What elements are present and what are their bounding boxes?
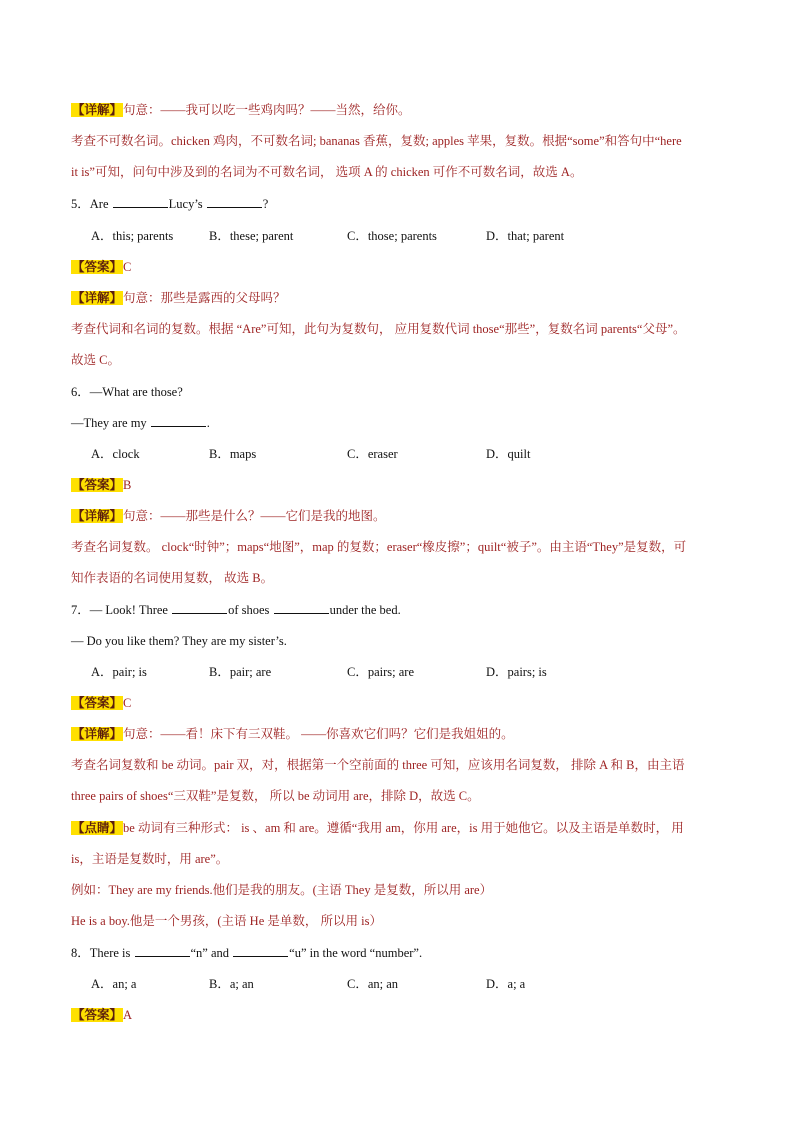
q6-stem-part: . bbox=[206, 416, 210, 430]
q6-answer-line bbox=[71, 476, 131, 494]
q6-explanation-2: 知作表语的名词使用复数， 故选 B。 bbox=[71, 571, 274, 585]
q6-option-b: B．maps bbox=[209, 447, 257, 461]
q5-detail-line bbox=[71, 289, 286, 307]
q5-stem-part: Are bbox=[89, 197, 109, 211]
tip-tag: 【点睛】 bbox=[72, 821, 123, 835]
q5-option-c: C．those; parents bbox=[347, 229, 437, 243]
q7-explanation-1: 考查名词复数和 be 动词。pair 双，对，根据第一个空前面的 three 可知，应该用名词复数， 排除 A 和 B，由主语 bbox=[71, 758, 685, 772]
answer-tag: 【答案】 bbox=[72, 1008, 123, 1022]
answer-tag: 【答案】 bbox=[72, 260, 123, 274]
q7-stem bbox=[71, 601, 401, 619]
q7-answer: C bbox=[123, 696, 132, 710]
q5-stem bbox=[71, 195, 268, 213]
q8-option-a: A．an; a bbox=[91, 977, 137, 991]
q7-tip-line bbox=[71, 819, 684, 837]
q8-number: 8． bbox=[71, 946, 90, 960]
q6-stem-part: —They are my bbox=[71, 416, 147, 430]
q6-stem-part: —What are those? bbox=[89, 385, 183, 399]
q7-option-b: B．pair; are bbox=[209, 665, 272, 679]
q4-explanation-1: 考查不可数名词。chicken 鸡肉，不可数名词; bananas 香蕉，复数; apples 苹果，复数。根据“some”和答句中“here bbox=[71, 134, 682, 148]
q5-blank-2 bbox=[207, 196, 262, 208]
q7-tip-text: be 动词有三种形式： is 、am 和 are。遵循“我用 am，你用 are，is 用于她他它。以及主语是单数时， 用 bbox=[123, 821, 684, 835]
q5-blank-1 bbox=[113, 196, 168, 208]
q8-blank-2 bbox=[233, 945, 288, 957]
q5-stem-part: Lucy’s bbox=[168, 197, 203, 211]
q8-blank-1 bbox=[135, 945, 190, 957]
q7-blank-1 bbox=[172, 602, 227, 614]
q5-option-d: D．that; parent bbox=[486, 229, 565, 243]
q6-explanation-1: 考查名词复数。 clock“时钟”；maps“地图”，map 的复数；eraser“橡皮擦”；quilt“被子”。由主语“They”是复数，可 bbox=[71, 540, 687, 554]
q7-answer-line bbox=[71, 694, 131, 712]
q7-stem-part: of shoes bbox=[228, 603, 270, 617]
q7-option-c: C．pairs; are bbox=[347, 665, 414, 679]
q6-option-a: A．clock bbox=[91, 447, 140, 461]
q6-detail-text: 句意：——那些是什么？——它们是我的地图。 bbox=[123, 509, 386, 523]
detail-tag: 【详解】 bbox=[72, 727, 123, 741]
q8-stem-part: “n” and bbox=[190, 946, 230, 960]
q8-stem-part: There is bbox=[89, 946, 131, 960]
q6-option-c: C．eraser bbox=[347, 447, 398, 461]
detail-tag: 【详解】 bbox=[72, 509, 123, 523]
q5-explanation-1: 考查代词和名词的复数。根据 “Are”可知，此句为复数句， 应用复数代词 those“那些”，复数名词 parents“父母”。 bbox=[71, 322, 686, 336]
q7-stem-part: under the bed. bbox=[329, 603, 401, 617]
q5-stem-part: ? bbox=[262, 197, 269, 211]
q7-option-a: A．pair; is bbox=[91, 665, 147, 679]
q6-answer: B bbox=[123, 478, 132, 492]
q7-stem-line-2: — Do you like them? They are my sister’s. bbox=[71, 634, 287, 648]
detail-tag: 【详解】 bbox=[72, 291, 123, 305]
q6-stem bbox=[71, 383, 183, 401]
q5-answer-line bbox=[71, 258, 131, 276]
q8-option-b: B．a; an bbox=[209, 977, 254, 991]
q5-option-a: A．this; parents bbox=[91, 229, 174, 243]
q7-stem-part: — Look! Three bbox=[89, 603, 168, 617]
q5-number: 5． bbox=[71, 197, 90, 211]
answer-tag: 【答案】 bbox=[72, 478, 123, 492]
q8-stem bbox=[71, 944, 422, 962]
q7-option-d: D．pairs; is bbox=[486, 665, 547, 679]
q7-number: 7． bbox=[71, 603, 90, 617]
detail-tag: 【详解】 bbox=[72, 103, 123, 117]
q7-explanation-2: three pairs of shoes“三双鞋”是复数， 所以 be 动词用 are，排除 D，故选 C。 bbox=[71, 789, 480, 803]
q5-detail-text: 句意：那些是露西的父母吗？ bbox=[123, 291, 286, 305]
q7-example-2: He is a boy.他是一个男孩，(主语 He 是单数， 所以用 is） bbox=[71, 914, 382, 928]
q6-detail-line bbox=[71, 507, 386, 525]
q5-answer: C bbox=[123, 260, 132, 274]
q6-blank bbox=[151, 415, 206, 427]
q6-number: 6． bbox=[71, 385, 90, 399]
q5-option-b: B．these; parent bbox=[209, 229, 294, 243]
q7-detail-text: 句意：——看！床下有三双鞋。 ——你喜欢它们吗？它们是我姐姐的。 bbox=[123, 727, 514, 741]
q8-option-c: C．an; an bbox=[347, 977, 399, 991]
q7-tip-text-2: is，主语是复数时，用 are”。 bbox=[71, 852, 229, 866]
q8-answer: A bbox=[123, 1008, 133, 1022]
answer-tag: 【答案】 bbox=[72, 696, 123, 710]
q4-detail-text: 句意：——我可以吃一些鸡肉吗？——当然，给你。 bbox=[123, 103, 411, 117]
q6-stem-line-2 bbox=[71, 414, 210, 432]
q8-option-d: D．a; a bbox=[486, 977, 526, 991]
q7-example-1: 例如：They are my friends.他们是我的朋友。(主语 They 是复数，所以用 are） bbox=[71, 883, 493, 897]
q8-answer-line bbox=[71, 1006, 132, 1024]
q4-detail-line bbox=[71, 101, 411, 119]
q8-stem-part: “u” in the word “number”. bbox=[289, 946, 423, 960]
q7-blank-2 bbox=[274, 602, 329, 614]
q6-option-d: D．quilt bbox=[486, 447, 531, 461]
q7-detail-line bbox=[71, 725, 514, 743]
q5-explanation-2: 故选 C。 bbox=[71, 353, 120, 367]
q4-explanation-2: it is”可知，问句中涉及到的名词为不可数名词， 选项 A 的 chicken 可作不可数名词，故选 A。 bbox=[71, 165, 583, 179]
